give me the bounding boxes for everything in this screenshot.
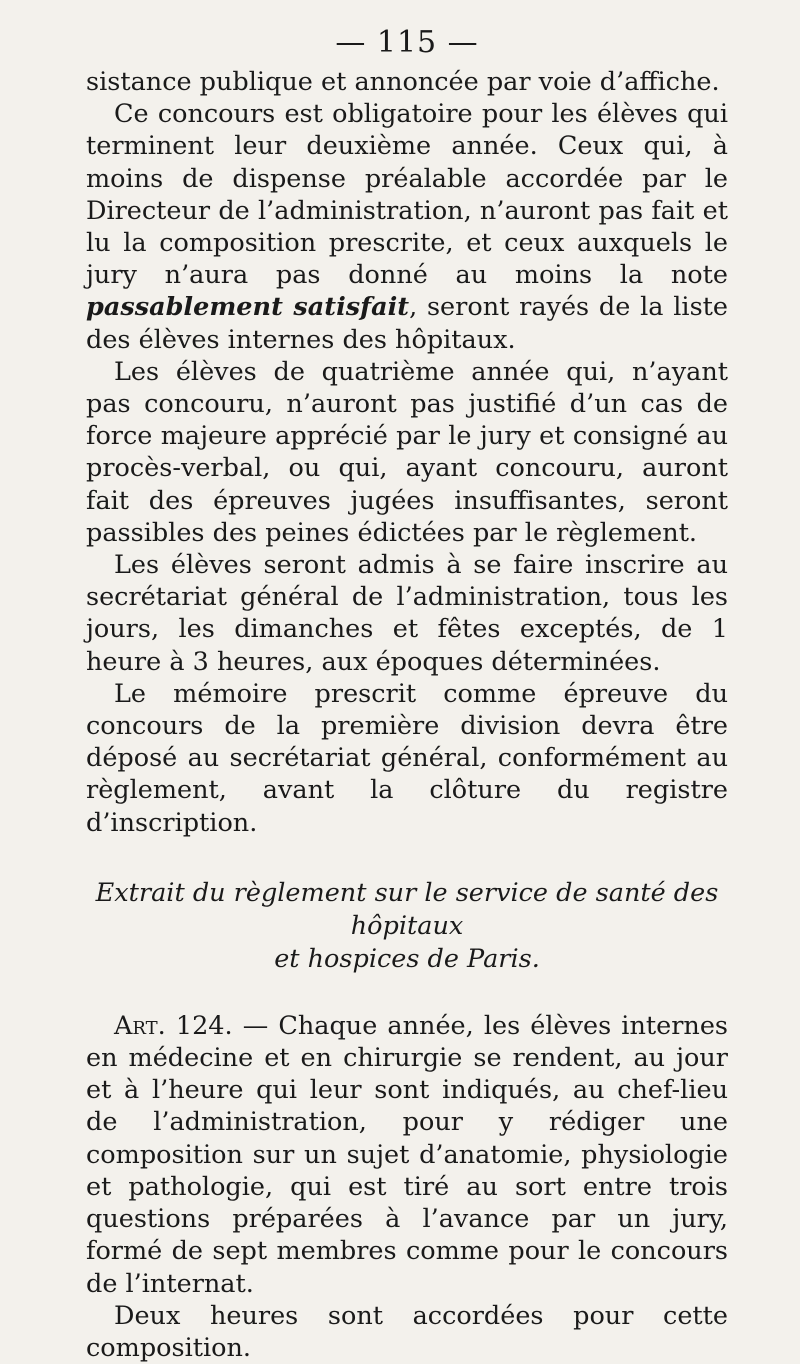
emphasis-note: passablement satisfait xyxy=(86,292,410,323)
section-title-line-2: et hospices de Paris. xyxy=(274,943,540,974)
section-title-line-1: Extrait du règlement sur le service de santé des hôpitaux xyxy=(95,877,719,941)
paragraph-memoir: Le mémoire prescrit comme épreuve du concours de la première division devra être déposé au secrétariat général, conformément au règlement, avant la clôture du registre d’inscription. xyxy=(86,678,728,838)
paragraph-obligation-text: Ce concours est obligatoire pour les élèves qui terminent leur deuxième année. Ceux qui, à moins de dispense préalable accordée par le Directeur de l’administration, n’auront pas fait et lu la composition prescrite, et ceux auxquels le jury n’aura pas donné au moins la note xyxy=(86,99,728,291)
section-title xyxy=(86,877,728,976)
article-closing: Deux heures sont accordées pour cette composition. xyxy=(86,1300,728,1363)
article-124 xyxy=(86,1010,728,1300)
paragraph-obligation xyxy=(86,98,728,356)
paragraph-fourth-year: Les élèves de quatrième année qui, n’ayant pas concouru, n’auront pas justifié d’un cas de force majeure apprécié par le jury et consigné au procès-verbal, ou qui, ayant concouru, auront fait des épreuves jugées insuffisantes, seront passibles des peines édictées par le règlement. xyxy=(86,356,728,548)
article-text: — Chaque année, les élèves internes en médecine et en chirurgie se rendent, au jour et à l’heure qui leur sont indiqués, au chef-lieu de l’administration, pour y rédiger une composition sur un sujet d’anatomie, physiologie et pathologie, qui est tiré au sort entre trois questions préparées à l’avance par un jury, formé de sept membres comme pour le concours de l’internat. xyxy=(86,1010,728,1299)
paragraph-continuation: sistance publique et annoncée par voie d’affiche. xyxy=(86,67,720,97)
paragraph-obligation-tail: , seront rayés de la liste des élèves internes des hôpitaux. xyxy=(86,292,728,355)
article-label: Art. 124. xyxy=(114,1010,233,1041)
page-number: — 115 — xyxy=(335,25,479,60)
paragraph-registration: Les élèves seront admis à se faire inscrire au secrétariat général de l’administration, tous les jours, les dimanches et fêtes exceptés, de 1 heure à 3 heures, aux époques déterminées. xyxy=(86,550,728,677)
